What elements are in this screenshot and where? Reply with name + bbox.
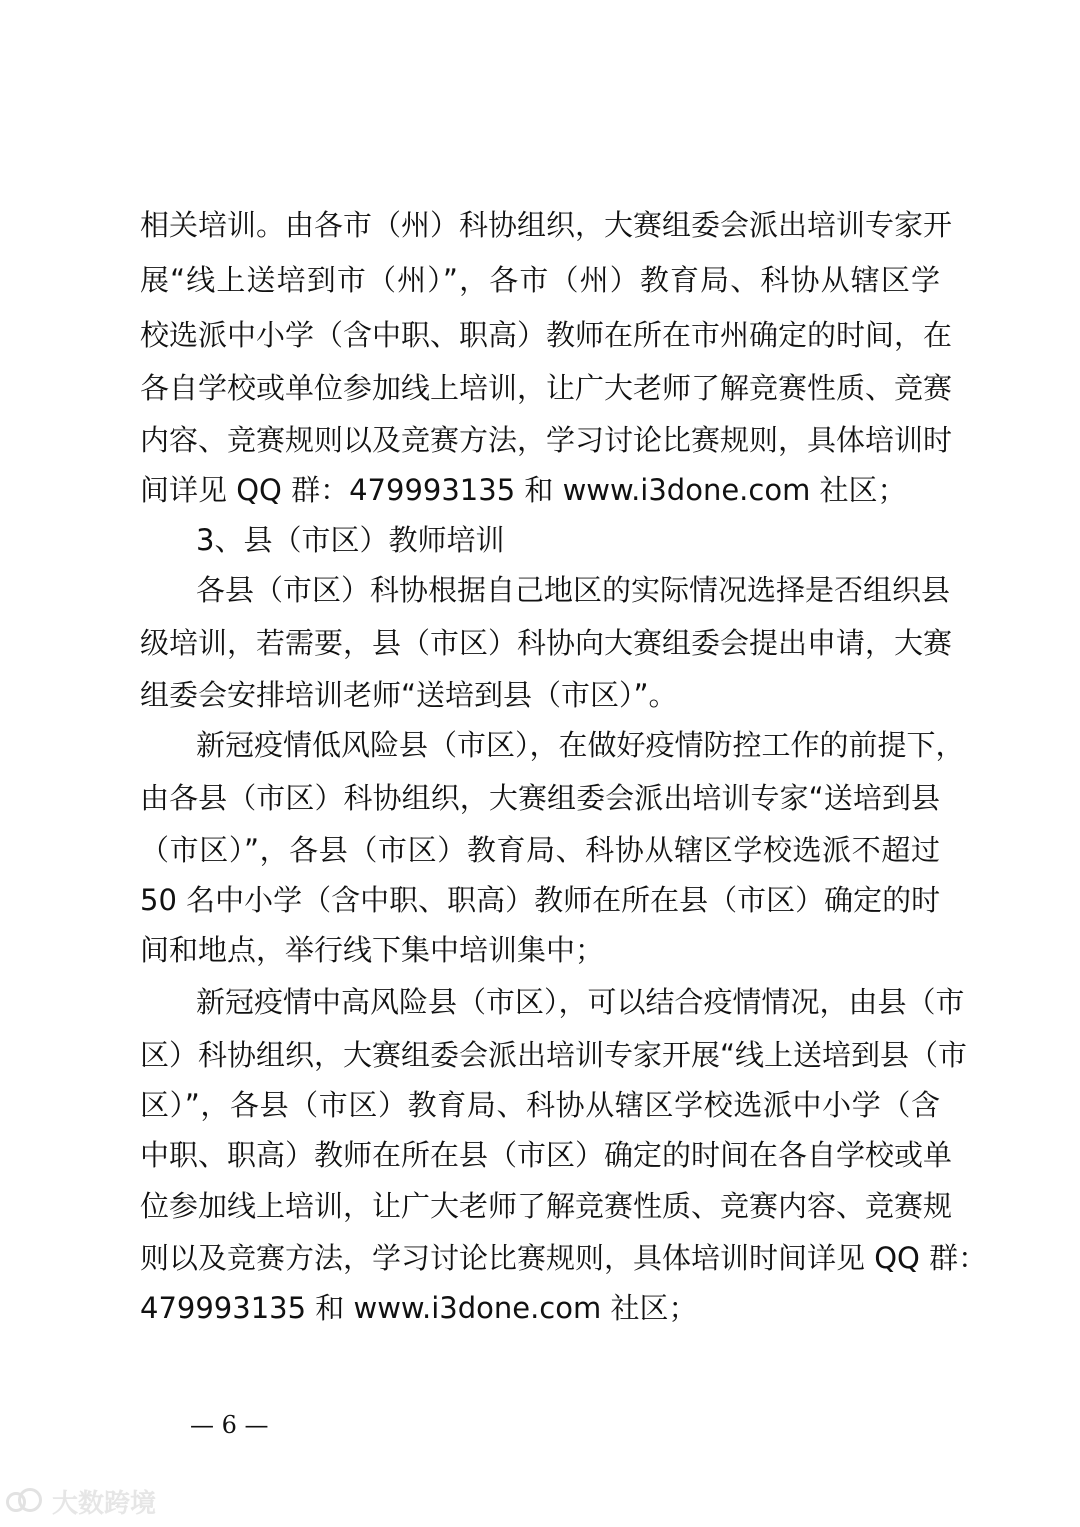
paragraph-line: 级培训，若需要，县（市区）科协向大赛组委会提出申请，大赛 — [140, 626, 953, 660]
paragraph-line: 新冠疫情中高风险县（市区），可以结合疫情情况，由县（市 — [196, 985, 965, 1019]
paragraph-line: 479993135 和 www.i3done.com 社区； — [140, 1291, 698, 1325]
paragraph-line: 间和地点，举行线下集中培训集中； — [140, 933, 605, 967]
paragraph-line: 组委会安排培训老师“送培到县（市区）”。 — [140, 678, 678, 712]
paragraph-line: 各自学校或单位参加线上培训，让广大老师了解竞赛性质、竞赛 — [140, 371, 953, 405]
paragraph-line: 则以及竞赛方法，学习讨论比赛规则，具体培训时间详见 QQ 群： — [140, 1241, 988, 1275]
paragraph-line: 新冠疫情低风险县（市区），在做好疫情防控工作的前提下， — [196, 728, 965, 762]
paragraph-line: 由各县（市区）科协组织，大赛组委会派出培训专家“送培到县 — [140, 781, 940, 815]
paragraph-line: 间详见 QQ 群：479993135 和 www.i3done.com 社区； — [140, 473, 907, 507]
watermark-text: 大数跨境 — [52, 1488, 157, 1519]
paragraph-line: 区）”，各县（市区）教育局、科协从辖区学校选派中小学（含 — [140, 1088, 940, 1122]
paragraph-line: 各县（市区）科协根据自己地区的实际情况选择是否组织县 — [196, 573, 951, 607]
page-number: — 6 — — [190, 1411, 269, 1439]
section-heading: 3、县（市区）教师培训 — [196, 523, 505, 557]
paragraph-line: 内容、竞赛规则以及竞赛方法，学习讨论比赛规则，具体培训时 — [140, 423, 953, 457]
paragraph-line: 区）科协组织，大赛组委会派出培训专家开展“线上送培到县（市 — [140, 1038, 968, 1072]
paragraph-line: 展“线上送培到市（州）”，各市（州）教育局、科协从辖区学 — [140, 263, 940, 297]
watermark — [6, 1483, 156, 1519]
paragraph-line: （市区）”，各县（市区）教育局、科协从辖区学校选派不超过 — [140, 833, 940, 867]
watermark-logo-icon — [6, 1488, 46, 1514]
paragraph-line: 校选派中小学（含中职、职高）教师在所在市州确定的时间，在 — [140, 318, 953, 352]
paragraph-line: 50 名中小学（含中职、职高）教师在所在县（市区）确定的时 — [140, 883, 941, 917]
paragraph-line: 位参加线上培训，让广大老师了解竞赛性质、竞赛内容、竞赛规 — [140, 1189, 953, 1223]
paragraph-line: 相关培训。由各市（州）科协组织，大赛组委会派出培训专家开 — [140, 208, 953, 242]
paragraph-line: 中职、职高）教师在所在县（市区）确定的时间在各自学校或单 — [140, 1138, 953, 1172]
